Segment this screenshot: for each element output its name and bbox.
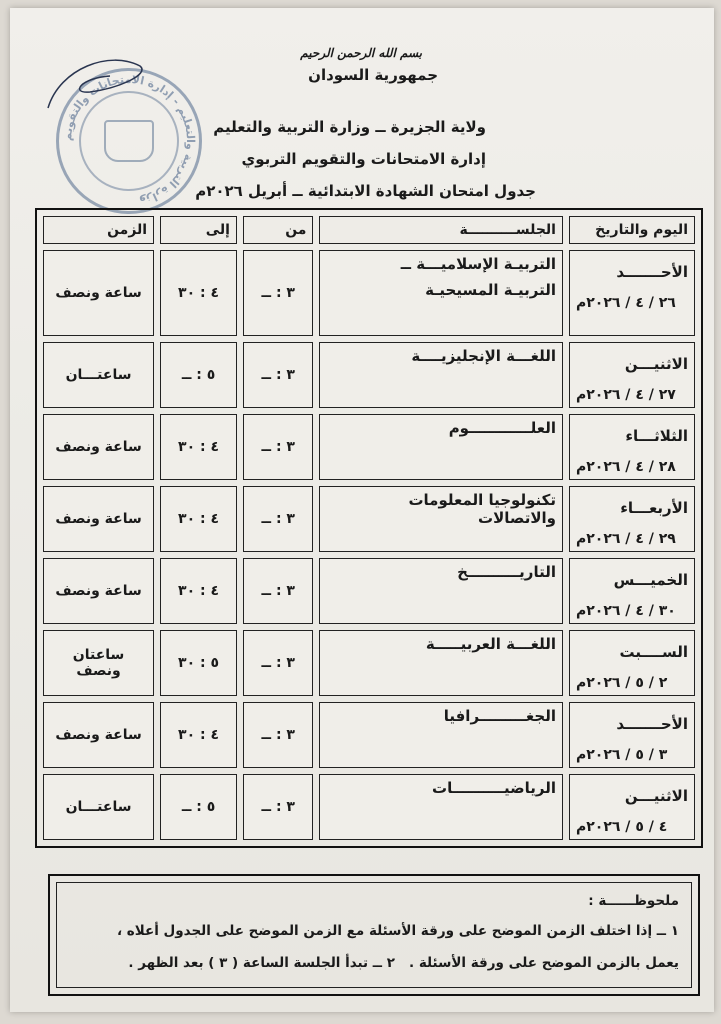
department-name: إدارة الامتحانات والتقويم التربوي: [241, 150, 486, 168]
document-title: جدول امتحان الشهادة الابتدائية ــ أبريل ٢٠٢٦م: [195, 182, 536, 200]
day-name: الخميـــس: [613, 571, 688, 589]
session-name: تكنولوجيا المعلومات والاتصالات: [408, 491, 556, 527]
ministry-name: ولاية الجزيرة ــ وزارة التربية والتعليم: [213, 118, 486, 136]
day-cell: [569, 774, 695, 840]
day-date: ٢٧ / ٤ / ٢٠٢٦م: [575, 387, 676, 403]
session-name: الجغـــــــــرافيا: [443, 707, 556, 725]
session-name: الرياضيــــــــــات: [432, 779, 556, 797]
day-date: ٢ / ٥ / ٢٠٢٦م: [575, 675, 668, 691]
session-name: اللغـــة الإنجليزيــــة: [411, 347, 556, 365]
day-cell: [569, 250, 695, 336]
day-cell: [569, 342, 695, 408]
table-row: [43, 558, 695, 624]
note-line-3: ٢ ــ تبدأ الجلسة الساعة ( ٣ ) بعد الظهر .: [128, 955, 395, 971]
duration: ساعة ونصف: [43, 250, 154, 336]
day-date: ٣٠ / ٤ / ٢٠٢٦م: [575, 603, 676, 619]
duration: ساعة ونصف: [43, 558, 154, 624]
session-cell: [319, 250, 563, 336]
end-time: ٤ : ٣٠: [160, 558, 237, 624]
day-cell: [569, 558, 695, 624]
day-name: الأربعـــاء: [620, 499, 688, 517]
session-name: التربيـة الإسلاميـــة ــ: [400, 255, 556, 273]
end-time: ٤ : ٣٠: [160, 414, 237, 480]
start-time: ٣ : ــ: [243, 630, 313, 696]
table-row: [43, 250, 695, 336]
day-name: الثلاثـــاء: [625, 427, 688, 445]
table-row: [43, 774, 695, 840]
basmala: بسم الله الرحمن الرحيم: [300, 46, 422, 60]
exam-schedule-table: [35, 208, 703, 848]
day-name: الأحـــــــد: [616, 263, 688, 281]
day-date: ٤ / ٥ / ٢٠٢٦م: [575, 819, 668, 835]
column-header-to: إلى: [160, 216, 237, 244]
start-time: ٣ : ــ: [243, 342, 313, 408]
duration: ساعة ونصف: [43, 702, 154, 768]
column-header-from: من: [243, 216, 313, 244]
end-time: ٤ : ٣٠: [160, 702, 237, 768]
document-page: [10, 8, 714, 1012]
start-time: ٣ : ــ: [243, 250, 313, 336]
stamp-text: وزارة التربية والتعليم - إدارة الامتحانات والتقويم: [60, 72, 198, 208]
session-name-secondary: التربيـة المسيحيـة: [425, 281, 556, 299]
start-time: ٣ : ــ: [243, 702, 313, 768]
note-line-2: يعمل بالزمن الموضح على ورقة الأسئلة .: [409, 955, 679, 971]
end-time: ٥ : ــ: [160, 774, 237, 840]
session-cell: [319, 486, 563, 552]
duration: ساعتـــان: [43, 342, 154, 408]
day-cell: [569, 702, 695, 768]
day-name: الاثنيـــن: [624, 355, 688, 373]
start-time: ٣ : ــ: [243, 558, 313, 624]
day-name: الاثنيـــن: [624, 787, 688, 805]
duration: ساعتـــان: [43, 774, 154, 840]
column-header-session: الجلســــــــــة: [319, 216, 563, 244]
session-cell: [319, 630, 563, 696]
session-cell: [319, 774, 563, 840]
day-date: ٢٩ / ٤ / ٢٠٢٦م: [575, 531, 676, 547]
end-time: ٥ : ــ: [160, 342, 237, 408]
signature-icon: [40, 48, 150, 128]
session-name: التاريــــــــــخ: [457, 563, 556, 581]
day-name: الســــبت: [619, 643, 688, 661]
day-name: الأحـــــــد: [616, 715, 688, 733]
end-time: ٥ : ٣٠: [160, 630, 237, 696]
day-date: ٢٨ / ٤ / ٢٠٢٦م: [575, 459, 676, 475]
table-row: [43, 414, 695, 480]
start-time: ٣ : ــ: [243, 774, 313, 840]
start-time: ٣ : ــ: [243, 486, 313, 552]
notes-title: ملحوظــــــة :: [588, 893, 679, 909]
column-header-day: اليوم والتاريخ: [569, 216, 695, 244]
duration: ساعة ونصف: [43, 486, 154, 552]
session-cell: [319, 342, 563, 408]
day-cell: [569, 486, 695, 552]
duration: ساعتان ونصف: [43, 630, 154, 696]
session-cell: [319, 702, 563, 768]
session-name: العلــــــــــــوم: [448, 419, 556, 437]
notes-inner-box: [56, 882, 692, 988]
country-name: جمهورية السودان: [308, 66, 438, 84]
column-header-duration: الزمن: [43, 216, 154, 244]
note-line-1: ١ ــ إذا اختلف الزمن الموضح على ورقة الأسئلة مع الزمن الموضح على الجدول أعلاه ،: [116, 923, 679, 939]
session-name: اللغـــة العربيـــــة: [425, 635, 556, 653]
table-header-row: [43, 216, 695, 244]
notes-box: [48, 874, 700, 996]
day-date: ٣ / ٥ / ٢٠٢٦م: [575, 747, 668, 763]
day-cell: [569, 630, 695, 696]
day-date: ٢٦ / ٤ / ٢٠٢٦م: [575, 295, 676, 311]
session-cell: [319, 558, 563, 624]
end-time: ٤ : ٣٠: [160, 250, 237, 336]
day-cell: [569, 414, 695, 480]
end-time: ٤ : ٣٠: [160, 486, 237, 552]
table-row: [43, 630, 695, 696]
session-cell: [319, 414, 563, 480]
duration: ساعة ونصف: [43, 414, 154, 480]
start-time: ٣ : ــ: [243, 414, 313, 480]
table-row: [43, 342, 695, 408]
table-row: [43, 702, 695, 768]
table-row: [43, 486, 695, 552]
